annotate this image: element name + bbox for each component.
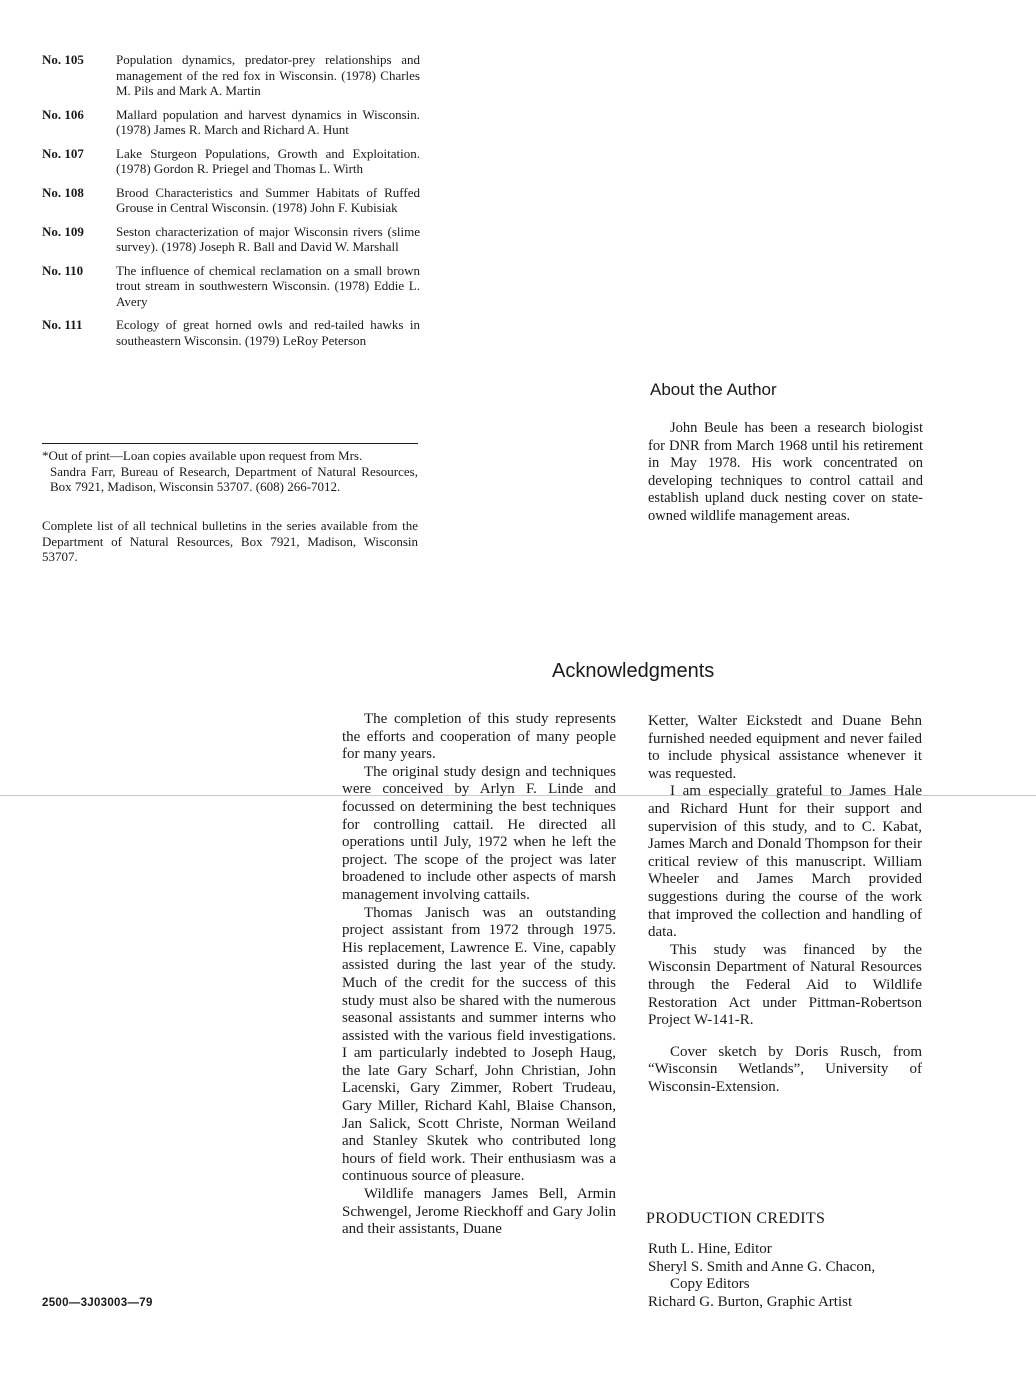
footnote-first-line: *Out of print—Loan copies available upon request from Mrs. (42, 448, 363, 463)
footnote-continuation: Sandra Farr, Bureau of Research, Department of Natural Resources, Box 7921, Madison, Wisconsin 53707. (608) 266-7012. (50, 463, 418, 494)
bulletin-title: Population dynamics, predator-prey relationships and management of the red fox in Wisconsin. (1978) Charles M. Pils and Mark A. Martin (116, 52, 420, 98)
bulletin-title: Mallard population and harvest dynamics in Wisconsin. (1978) James R. March and Richard A. Hunt (116, 106, 420, 137)
bulletin-number: No. 109 (42, 223, 84, 239)
bulletin-item (42, 263, 420, 310)
production-credits-list (648, 1241, 938, 1311)
bulletin-number: No. 107 (42, 145, 84, 161)
ack-paragraph: Thomas Janisch was an outstanding project assistant from 1972 through 1975. His replacement, Lawrence E. Vine, capably assisted during the last year of the study. Much of the credit for the success of this study must also be shared with the numerous seasonal assistants and summer interns who assisted with the various field investigations. I am particularly indebted to Joseph Haug, the late Gary Scharf, John Christian, John Lacenski, Gary Zimmer, Robert Trudeau, Gary Miller, Richard Kahl, Blaise Chanson, Jan Salick, Scott Christe, Norman Weiland and Stanley Skutek who contributed long hours of field work. Their enthusiasm was a continuous source of pleasure. (342, 904, 616, 1185)
bulletin-item (42, 52, 420, 99)
ack-paragraph: I am especially grateful to James Hale and Richard Hunt for their support and supervision of this study, and to C. Kabat, James March and Donald Thompson for their critical review of this manuscript. William Wheeler and James March provided suggestions during the course of the work that improved the collection and handling of data. (648, 783, 922, 941)
about-author-body (648, 420, 923, 525)
bulletin-item (42, 146, 420, 177)
credit-graphic-artist: Richard G. Burton, Graphic Artist (648, 1293, 853, 1310)
bulletin-title: Ecology of great horned owls and red-tailed hawks in southeastern Wisconsin. (1979) LeRoy Peterson (116, 317, 420, 348)
ack-paragraph: The completion of this study represents the efforts and cooperation of many people for many years. (342, 711, 616, 763)
complete-list-note: Complete list of all technical bulletins in the series available from the Department of Natural Resources, Box 7921, Madison, Wisconsin 53707. (42, 518, 418, 564)
credit-copy-editors-names: Sheryl S. Smith and Anne G. Chacon, (648, 1258, 876, 1275)
about-author-text: John Beule has been a research biologist for DNR from March 1968 until his retirement in May 1978. His work concentrated on developing techniques to control cattail and establish upland duck nesting cover on state-owned wildlife management areas. (648, 420, 923, 524)
bulletin-item (42, 107, 420, 138)
ack-paragraph: Wildlife managers James Bell, Armin Schwengel, Jerome Rieckhoff and Gary Jolin and their assistants, Duane (342, 1186, 616, 1238)
bulletin-title: Lake Sturgeon Populations, Growth and Exploitation. (1978) Gordon R. Priegel and Thomas L. Wirth (116, 145, 420, 176)
bulletin-item (42, 185, 420, 216)
bulletin-list (42, 52, 420, 356)
bulletin-title: Seston characterization of major Wisconsin rivers (slime survey). (1978) Joseph R. Ball and David W. Marshall (116, 223, 420, 254)
ack-paragraph: This study was financed by the Wisconsin Department of Natural Resources through the Federal Aid to Wildlife Restoration Act under Pittman-Robertson Project W-141-R. (648, 941, 922, 1029)
acknowledgments-column-right (648, 713, 922, 1096)
credit-copy-editors-title: Copy Editors (670, 1276, 750, 1293)
bulletin-item (42, 317, 420, 348)
print-code: 2500—3J03003—79 (42, 1297, 153, 1309)
about-author-heading: About the Author (650, 380, 777, 399)
bulletin-title: The influence of chemical reclamation on a small brown trout stream in southwestern Wisconsin. (1978) Eddie L. Avery (116, 262, 420, 309)
cover-sketch-note: Cover sketch by Doris Rusch, from “Wisconsin Wetlands”, University of Wisconsin-Extension. (648, 1043, 922, 1095)
bulletin-number: No. 110 (42, 262, 84, 278)
bulletin-number: No. 105 (42, 52, 84, 67)
ack-paragraph-continued: Ketter, Walter Eickstedt and Duane Behn furnished needed equipment and never failed to include physical assistance whenever it was requested. (648, 713, 922, 782)
bulletin-title: Brood Characteristics and Summer Habitats of Ruffed Grouse in Central Wisconsin. (1978) John F. Kubisiak (116, 184, 420, 215)
bulletin-number: No. 111 (42, 317, 83, 332)
credit-editor: Ruth L. Hine, Editor (648, 1241, 772, 1257)
bulletin-number: No. 108 (42, 184, 84, 200)
footnote-divider (42, 443, 418, 444)
ack-paragraph: The original study design and techniques were conceived by Arlyn F. Linde and focussed on determining the best techniques for controlling cattail. He directed all operations until July, 1972 when he left the project. The scope of the project was later broadened to include other aspects of marsh management involving cattails. (342, 763, 616, 903)
acknowledgments-heading: Acknowledgments (552, 660, 715, 682)
acknowledgments-column-left (342, 711, 616, 1239)
production-credits-heading: PRODUCTION CREDITS (646, 1210, 826, 1227)
bulletin-item (42, 224, 420, 255)
out-of-print-footnote (42, 448, 418, 495)
bulletin-number: No. 106 (42, 106, 84, 122)
